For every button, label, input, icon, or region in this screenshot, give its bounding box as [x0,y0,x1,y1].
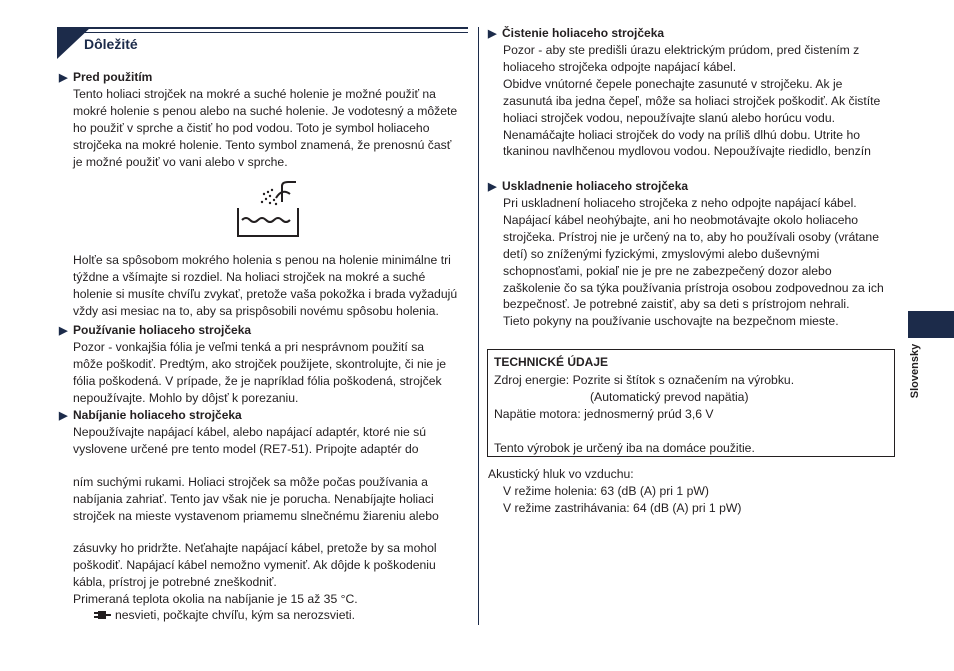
noise-section: Akustický hluk vo vzduchu: V režime holenia: 63 (dB (A) pri 1 pW) V režime zastrihávania: 64 (dB (A) pri 1 pW) [488,467,742,515]
tech-text: Zdroj energie: Pozrite si štítok s označením na výrobku. (Automatický prevod napätia) Napätie motora: jednosmerný prúd 3,6 V Tento výrobok je určený iba na domáce použitie. [494,373,795,455]
side-tab-text: Slovensky [909,343,921,399]
heading-cistenie: ▶ Čistenie holiaceho strojčeka [488,26,665,40]
top-rule-thin [57,32,468,33]
tech-box [487,349,895,457]
section-uskladnenie [488,178,884,330]
shower-bath-icon [236,180,302,238]
heading-pred: ▶ Pred použitím [59,70,153,84]
heading-pouzivanie: ▶ Používanie holiaceho strojčeka [59,323,252,337]
top-rule [57,27,468,29]
side-tab-label [904,343,924,405]
nabijanie-text-b: ním suchými rukami. Holiaci strojček sa môže počas používania a nabíjania zahriať. Tento jav však nie je porucha. Nenabíjajte holiaci strojček na mieste vystavenom priamemu slnečnému žiareniu alebo [73,475,439,523]
noise-title: Akustický hluk vo vzduchu: [488,467,634,481]
nabijanie-text-c: zásuvky ho pridržte. Neťahajte napájací kábel, pretože by sa mohol poškodiť. Napájací kábel nemožno vymeniť. Ak dôjde k poškodeniu kábla, prístroj je potrebné zneškodniť. Primeraná teplota okolia na nabíjanie je 15 až 35 °C. [73,541,437,606]
column-divider [478,27,479,625]
plug-icon [93,610,111,620]
heading-nabijanie: ▶ Nabíjanie holiaceho strojčeka [59,408,242,422]
side-tab-block [908,311,954,338]
important-title: Dôležité [84,36,138,52]
section-cistenie [488,25,880,160]
pouzivanie-text: Pozor - vonkajšia fólia je veľmi tenká a pri nesprávnom použití sa môže poškodiť. Predtým, ako strojček použijete, skontrolujte, či nie je fólia poškodená. V prípade, že je napríklad fólia poškodená, strojček nepoužívajte. Mohlo by dôjsť k porezaniu. [73,340,447,405]
heading-uskladnenie: ▶ Uskladnenie holiaceho strojčeka [488,179,689,193]
tip-text: Holťe sa spôsobom mokrého holenia s penou na holenie minimálne tri týždne a všímajte si rozdiel. Na holiaci strojček na mokré a suché holenie si musíte chvíľu zvykať, pretože vaša pokožka i brada vyžadujú vždy asi mesiac na to, aby sa prispôsobili novému spôsobu holenia. [73,253,458,318]
plug-line: nesvieti, počkajte chvíľu, kým sa nerozsvieti. [93,607,355,624]
tech-title: TECHNICKÉ ÚDAJE [494,355,609,369]
section-pred [59,69,457,171]
cistenie-text: Pozor - aby ste predišli úrazu elektrickým prúdom, pred čistením z holiaceho strojčeka odpojte napájací kábel. Obidve vnútorné čepele ponechajte zasunuté v strojčeku. Ak je zasunutá iba jedna čepeľ, môže sa holiaci strojček poškodiť. Ak čistíte holiaci strojček vodou, nepoužívajte slanú alebo horúcu vodu. Nenamáčajte holiaci strojček do vody na príliš dlhú dobu. Utrite ho tkaninou navlhčenou mydlovou vodou. Nepoužívajte riedidlo, benzín [503,43,881,159]
section-pouzivanie [59,322,446,407]
uskladnenie-text: Pri uskladnení holiaceho strojčeka z neho odpojte napájací kábel. Napájací kábel neohýbajte, ani ho neobmotávajte okolo holiaceho strojčeka. Prístroj nie je určený na to, aby ho používali osoby (vrátane detí) so zníženými fyzickými, zmyslovými alebo duševnými schopnosťami, pokiaľ nie je pre ne zabezpečený dozor alebo zaškolenie čo sa týka používania prístroja osobou zodpovednou za ich bezpečnosť. Je potrebné zaistiť, aby sa deti s prístrojom nehrali. Tieto pokyny na používanie uschovajte na bezpečnom mieste. [503,196,884,329]
nabijanie-text-a: Nepoužívajte napájací kábel, alebo napájací adaptér, ktoré nie sú vyslovene určené pre tento model (RE7-51). Pripojte adaptér do [73,425,427,456]
pred-text: Tento holiaci strojček na mokré a suché holenie je možné použiť na mokré holenie s penou alebo na suché holenie. Je vodotesný a môžete ho použiť v sprche a čistiť ho pod vodou. Toto je symbol holiaceho strojčeka na mokré holenie. Tento symbol znamená, že prenosnú časť je možné použiť vo vani alebo v sprche. [73,87,458,169]
section-nabijanie [59,407,426,458]
